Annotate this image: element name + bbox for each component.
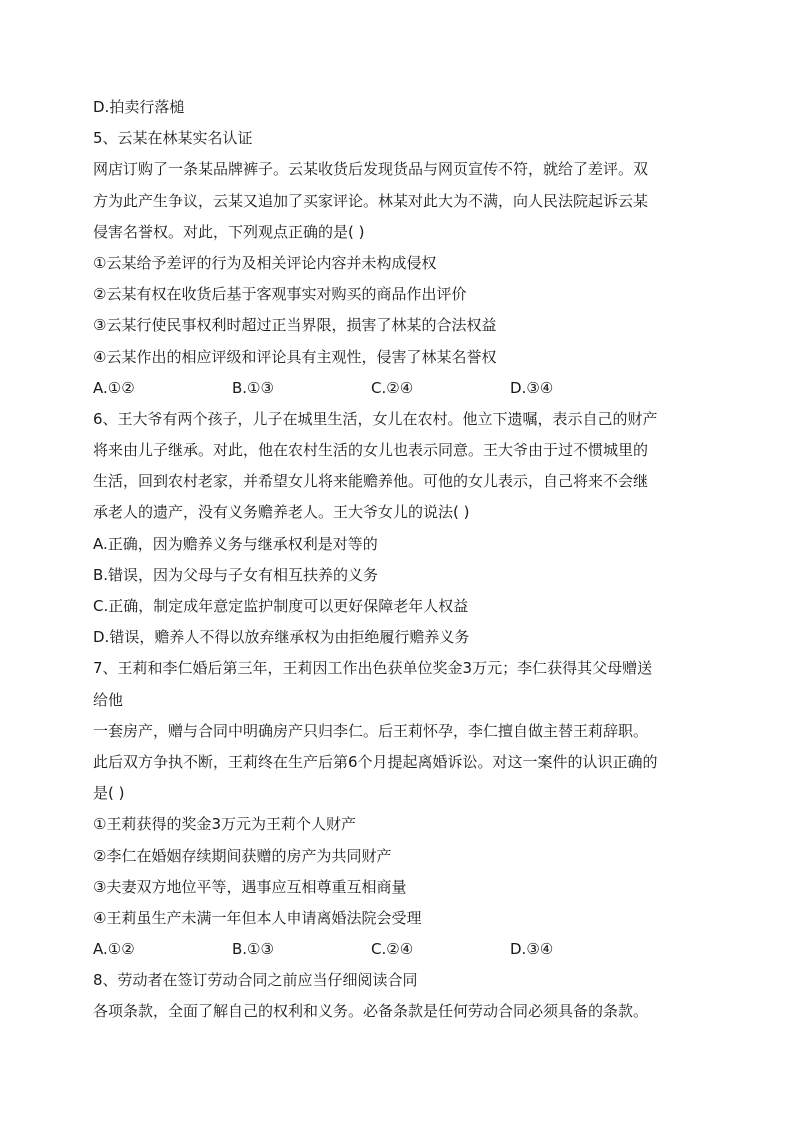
question-7-options — [93, 934, 705, 965]
option-c: C.正确，制定成年意定监护制度可以更好保障老年人权益 — [93, 597, 469, 615]
text-line: 是( ) — [93, 784, 125, 803]
question-6-stem: 6、王大爷有两个孩子，儿子在城里生活，女儿在农村。他立下遗嘱，表示自己的财产 — [93, 409, 658, 428]
statement-1: ①云某给予差评的行为及相关评论内容并未构成侵权 — [93, 253, 437, 272]
statement-2: ②云某有权在收货后基于客观事实对购买的商品作出评价 — [93, 285, 467, 304]
statement-2: ②李仁在婚姻存续期间获赠的房产为共同财产 — [93, 846, 392, 865]
question-5-options — [93, 373, 705, 404]
text-line: 网店订购了一条某品牌裤子。云某收货后发现货品与网页宣传不符，就给了差评。双 — [93, 160, 649, 179]
option-d: D.错误，赡养人不得以放弃继承权为由拒绝履行赡养义务 — [93, 628, 470, 647]
text-line: 侵害名誉权。对此，下列观点正确的是( ) — [93, 222, 365, 241]
option-d: D.③④ — [510, 940, 554, 959]
option-b: B.①③ — [232, 940, 274, 959]
option-b: B.①③ — [232, 378, 274, 397]
question-7-stem: 7、王莉和李仁婚后第三年，王莉因工作出色获单位奖金3万元；李仁获得其父母赠送 — [93, 659, 653, 678]
text-line: 生活，回到农村老家，并希望女儿将来能赡养他。可他的女儿表示，自己将来不会继 — [93, 472, 649, 491]
text-line: 给他 — [93, 690, 124, 709]
text-line: 各项条款，全面了解自己的权利和义务。必备条款是任何劳动合同必须具备的条款。 — [93, 1002, 649, 1021]
option-d: D.③④ — [510, 378, 554, 397]
question-5-stem: 5、云某在林某实名认证 — [93, 129, 253, 148]
statement-4: ④王莉虽生产未满一年但本人申请离婚法院会受理 — [93, 908, 422, 927]
statement-3: ③云某行使民事权利时超过正当界限，损害了林某的合法权益 — [93, 316, 497, 335]
text-line: D.拍卖行落槌 — [93, 98, 185, 116]
text-line: 将来由儿子继承。对此，他在农村生活的女儿也表示同意。王大爷由于过不惯城里的 — [93, 441, 649, 460]
text-line: 方为此产生争议，云某又追加了买家评论。林某对此大为不满，向人民法院起诉云某 — [93, 191, 649, 210]
option-a: A.①② — [93, 378, 135, 397]
statement-3: ③夫妻双方地位平等，遇事应互相尊重互相商量 — [93, 877, 407, 896]
option-c: C.②④ — [371, 940, 414, 959]
statement-1: ①王莉获得的奖金3万元为王莉个人财产 — [93, 815, 356, 834]
text-line: 一套房产，赠与合同中明确房产只归李仁。后王莉怀孕，李仁擅自做主替王莉辞职。 — [93, 721, 649, 740]
text-line: 承老人的遗产，没有义务赡养老人。王大爷女儿的说法( ) — [93, 503, 470, 522]
option-a: A.①② — [93, 940, 135, 959]
statement-4: ④云某作出的相应评级和评论具有主观性，侵害了林某名誉权 — [93, 347, 497, 366]
text-line: 此后双方争执不断，王莉终在生产后第6个月提起离婚诉讼。对这一案件的认识正确的 — [93, 752, 658, 771]
option-b: B.错误，因为父母与子女有相互扶养的义务 — [93, 565, 379, 584]
question-8-stem: 8、劳动者在签订劳动合同之前应当仔细阅读合同 — [93, 971, 418, 990]
document-body — [93, 92, 705, 1028]
option-c: C.②④ — [371, 378, 414, 397]
option-a: A.正确，因为赡养义务与继承权利是对等的 — [93, 534, 378, 553]
